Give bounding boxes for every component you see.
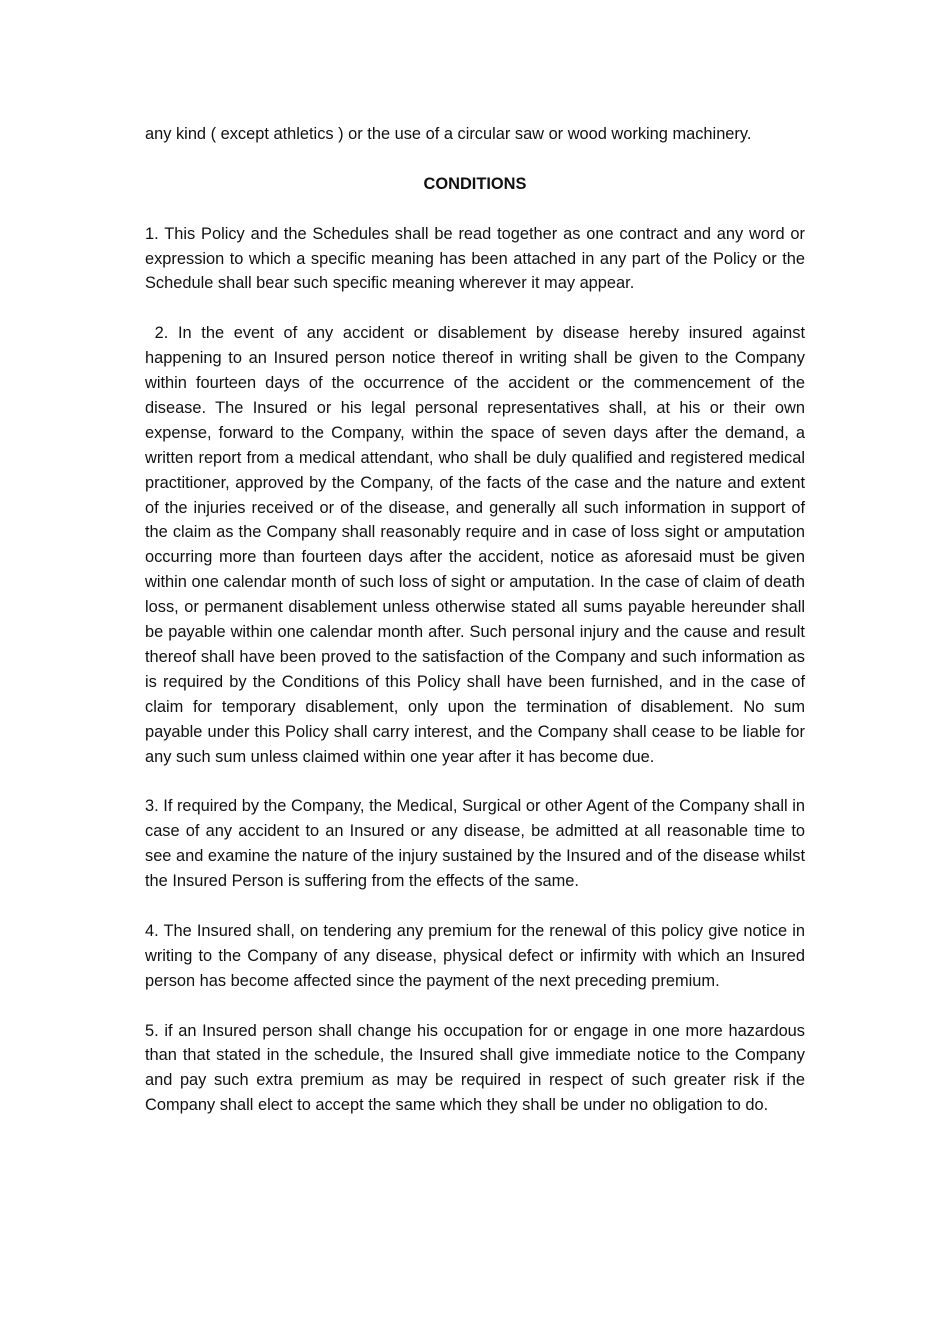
condition-4: 4. The Insured shall, on tendering any premium for the renewal of this policy give notice in writing to the Company of any disease, physical defect or infirmity with which an Insured person has become affected since the payment of the next preceding premium. (145, 921, 805, 990)
intro-line: any kind ( except athletics ) or the use of a circular saw or wood working machinery. (145, 125, 752, 143)
condition-5: 5. if an Insured person shall change his occupation for or engage in one more hazardous than that stated in the schedule, the Insured shall give immediate notice to the Company and pay such extra premium as may be required in respect of such greater risk if the Company shall elect to accept the same which they shall be under no obligation to do. (145, 1021, 805, 1115)
condition-3: 3. If required by the Company, the Medical, Surgical or other Agent of the Company shall in case of any accident to an Insured or any disease, be admitted at all reasonable time to see and examine the nature of the injury sustained by the Insured and of the disease whilst the Insured Person is suffering from the effects of the same. (145, 797, 805, 891)
document-page (145, 122, 805, 1143)
condition-1: 1. This Policy and the Schedules shall be read together as one contract and any word or expression to which a specific meaning has been attached in any part of the Policy or the Schedule shall bear such specific meaning wherever it may appear. (145, 224, 805, 293)
conditions-heading: CONDITIONS (423, 174, 527, 193)
condition-2: 2. In the event of any accident or disablement by disease hereby insured against happening to an Insured person notice thereof in writing shall be given to the Company within fourteen days of the occurrence of the accident or the commencement of the disease. The Insured or his legal personal representatives shall, at his or their own expense, forward to the Company, within the space of seven days after the demand, a written report from a medical attendant, who shall be duly qualified and registered medical practitioner, approved by the Company, of the facts of the case and the nature and extent of the injuries received or of the disease, and generally all such information in support of the claim as the Company shall reasonably require and in case of loss sight or amputation occurring more than fourteen days after the accident, notice as aforesaid must be given within one calendar month of such loss of sight or amputation. In the case of claim of death loss, or permanent disablement unless otherwise stated all sums payable hereunder shall be payable within one calendar month after. Such personal injury and the cause and result thereof shall have been proved to the satisfaction of the Company and such information as is required by the Conditions of this Policy shall have been furnished, and in the case of claim for temporary disablement, only upon the termination of disablement. No sum payable under this Policy shall carry interest, and the Company shall cease to be liable for any such sum unless claimed within one year after it has become due. (145, 324, 805, 766)
